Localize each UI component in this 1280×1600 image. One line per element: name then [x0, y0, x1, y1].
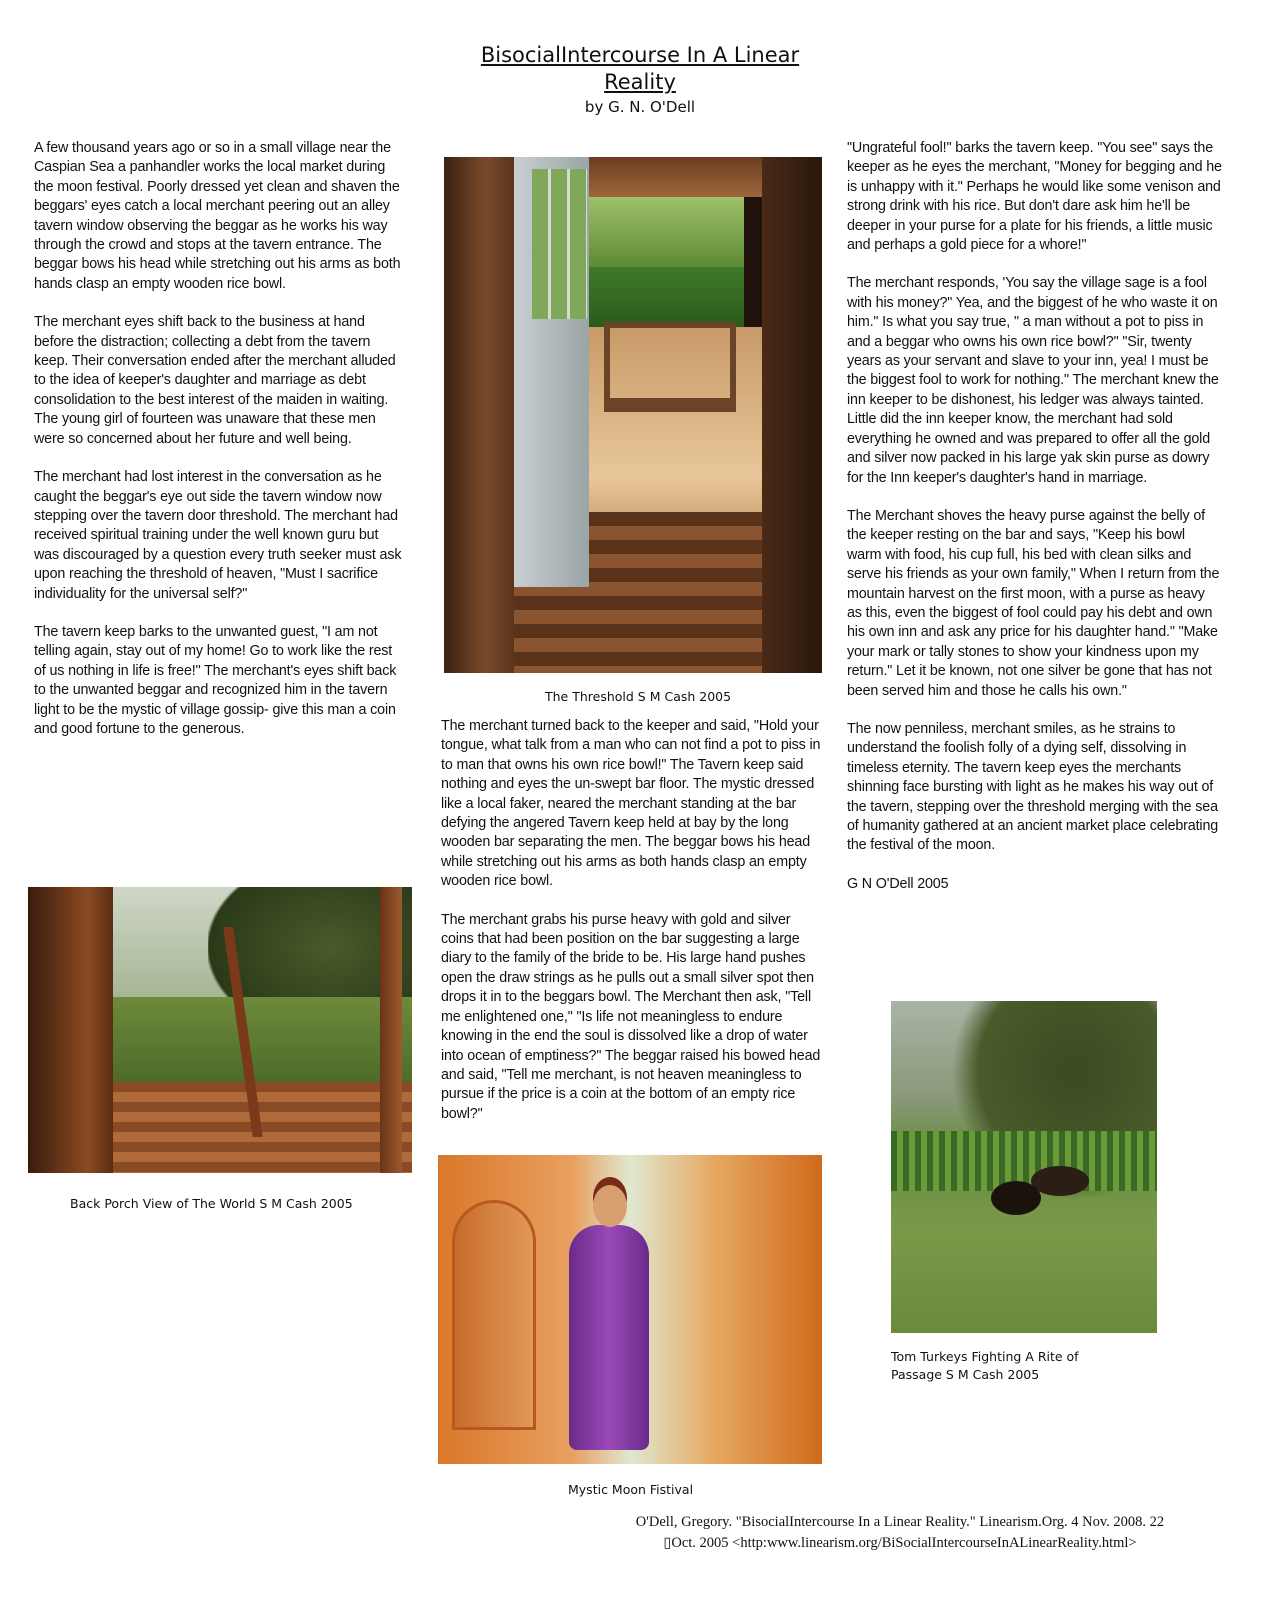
column-right [847, 139, 1222, 913]
paragraph: The tavern keep barks to the unwanted guest, "I am not telling again, stay out of my home! Go to work like the rest of us nothing in life is free!" The merchant's eyes shift back to the unwanted beggar and recognized him in the tavern light to be the mystic of village gossip- give this man a coin and good fortune to the generous. [34, 623, 397, 737]
paragraph: The merchant responds, 'You say the village sage is a fool with his money?" Yea, and the biggest of he who waste it on him." Is what you say true, " a man without a pot to piss in and a beggar who owns his own rice bowl?" "Sir, twenty years as your servant and slave to your inn, yea! I must be the biggest fool to work for nothing." The merchant knew the inn keeper to be dishonest, his ledger was always tainted. Little did the inn keeper know, the merchant had sold everything he owned and was prepared to offer all the gold and silver now packed in his large yak skin purse as dowry for the Inn keeper's daughter's hand in marriage. [847, 275, 1219, 486]
paragraph: A few thousand years ago or so in a small village near the Caspian Sea a panhandler works the local market during the moon festival. Poorly dressed yet clean and shaven the beggars' eyes catch a local merchant peering out an alley tavern window observing the beggar as he works his way through the crowd and stops at the tavern entrance. The beggar bows his head while stretching out his arms as both hands clasp an empty wooden rice bowl. [34, 140, 401, 292]
citation [560, 1512, 1240, 1554]
mystic-caption: Mystic Moon Fistival [568, 1482, 694, 1497]
paragraph: The merchant eyes shift back to the business at hand before the distraction; collecting a debt from the tavern keep. Their conversation ended after the merchant alluded to the idea of keeper's daughter and marriage as debt consolidation to the best interest of the maiden in waiting. The young girl of fourteen was unaware that these men were so concerned about her future and well being. [34, 314, 396, 447]
byline: by G. N. O'Dell [584, 98, 696, 116]
turkeys-caption-line1: Tom Turkeys Fighting A Rite of [891, 1349, 1079, 1364]
article-title-line1: BisocialIntercourse In A Linear [480, 43, 800, 67]
paragraph: The now penniless, merchant smiles, as he strains to understand the foolish folly of a dying self, dissolving in timeless eternity. The tavern keep eyes the merchants shinning face bursting with light as he makes his way out of the tavern, stepping over the threshold merging with the sea of humanity gathered at an ancient market place celebrating the festival of the moon. [847, 720, 1219, 854]
paragraph: The merchant had lost interest in the conversation as he caught the beggar's eye out side the tavern window now stepping over the tavern door threshold. The merchant had received spiritual training under the well known guru but was discouraged by a question every truth seeker must ask upon reaching the threshold of heaven, "Must I sacrifice individuality for the universal self?" [34, 469, 402, 602]
threshold-photo [444, 157, 822, 673]
mystic-illustration [438, 1155, 822, 1464]
signature-line: G N O'Dell 2005 [847, 875, 949, 892]
turkeys-caption-line2: Passage S M Cash 2005 [891, 1367, 1040, 1382]
paragraph: The Merchant shoves the heavy purse against the belly of the keeper resting on the bar and says, "Keep his bowl warm with food, his cup full, his bed with clean silks and serve his friends as your own family," When I return from the mountain harvest on the first moon, with a purse as heavy as this, even the biggest of fool could pay his debt and own his own inn and ask any price for his daughter hand." "Make your mark or tally stones to show your kindness upon my return." Let it be known, not one silver be gone that has not been served him and those he calls his own." [847, 507, 1220, 699]
citation-line2: ▯Oct. 2005 <http:www.linearism.org/BiSocialIntercourseInALinearReality.html> [663, 1535, 1137, 1551]
turkeys-photo [891, 1001, 1157, 1333]
threshold-caption: The Threshold S M Cash 2005 [545, 689, 732, 704]
column-left [34, 139, 402, 758]
column-middle [441, 717, 821, 1143]
article-header [0, 42, 1280, 117]
citation-line1: O'Dell, Gregory. "BisocialIntercourse In a Linear Reality." Linearism.Org. 4 Nov. 2008. 22 [635, 1514, 1165, 1530]
turkeys-caption [891, 1348, 1079, 1384]
porch-photo [28, 887, 412, 1173]
paragraph: "Ungrateful fool!" barks the tavern keep. "You see" says the keeper as he eyes the merchant, "Money for begging and he is unhappy with it." Perhaps he would like some venison and strong drink with his rice. But don't dare ask him he'll be deeper in your purse for a plate for his friends, a little music and perhaps a gold piece for a whore!" [847, 140, 1222, 254]
porch-caption: Back Porch View of The World S M Cash 2005 [70, 1196, 353, 1211]
article-title-line2: Reality [604, 70, 676, 94]
paragraph: The merchant turned back to the keeper and said, "Hold your tongue, what talk from a man who can not find a pot to piss in to man that owns his own rice bowl!" The Tavern keep said nothing and eyes the un-swept bar floor. The mystic dressed like a local faker, neared the merchant standing at the bar defying the angered Tavern keep held at bay by the long wooden bar separating the men. The beggar bows his head while stretching out his arms as both hands clasp an empty wooden rice bowl. [441, 718, 821, 890]
paragraph: The merchant grabs his purse heavy with gold and silver coins that had been position on the bar suggesting a large diary to the family of the bride to be. His large hand pushes open the draw strings as he pulls out a small silver spot then drops it in to the beggars bowl. The Merchant then ask, "Tell me enlightened one," "Is life not meaningless to endure knowing in the end the soul is dissolved like a drop of water into ocean of emptiness?" The beggar raised his bowed head and said, "Tell me merchant, is not heaven meaningless to pursue if the price is a coin at the bottom of an empty rice bowl?" [441, 911, 821, 1122]
